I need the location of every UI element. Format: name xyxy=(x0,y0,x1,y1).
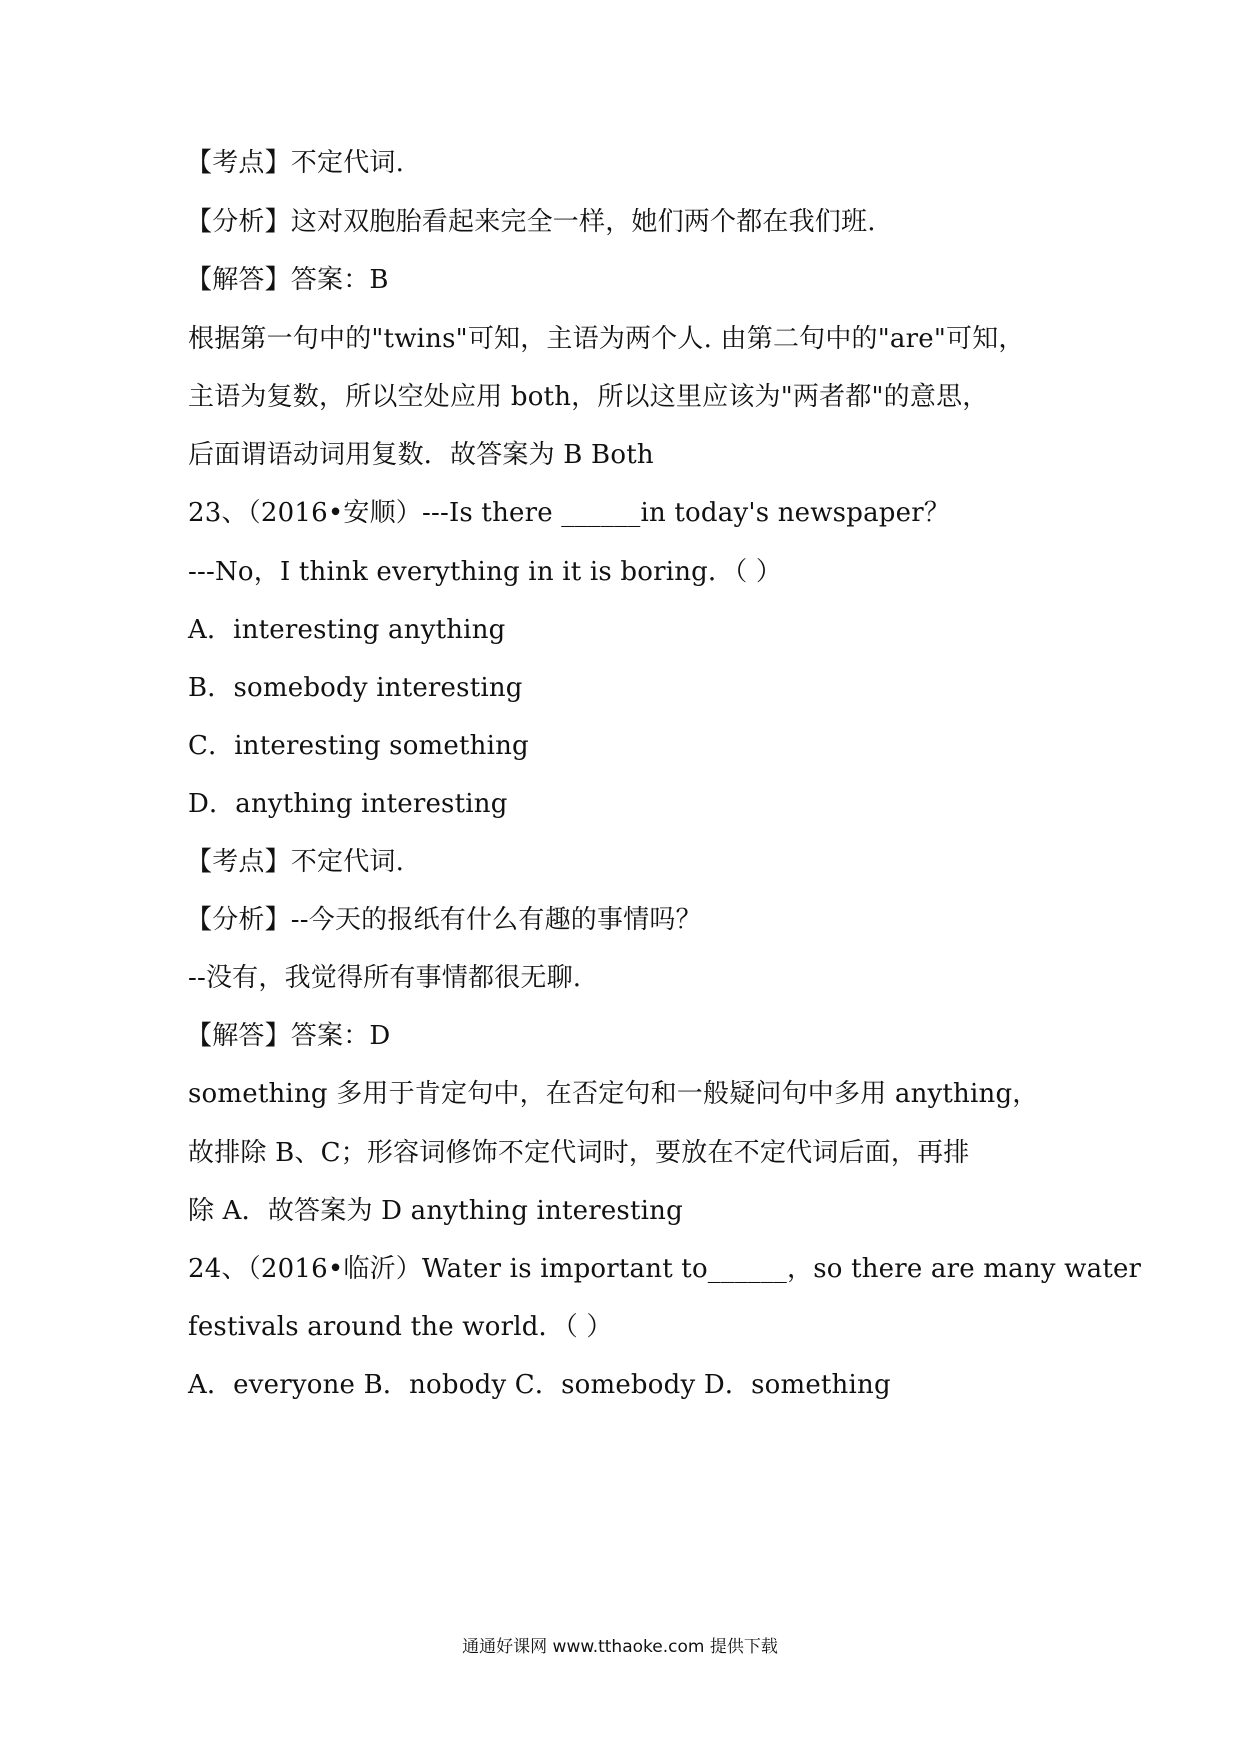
text-line-kaodian-1: 【考点】不定代词. xyxy=(186,148,405,178)
text-line-fenxi-1: 【分析】这对双胞胎看起来完全一样，她们两个都在我们班. xyxy=(186,207,876,237)
text-line-explanation-2c: 除 A．故答案为 D anything interesting xyxy=(188,1196,683,1226)
question-24-stem-continued: festivals around the world．（ ） xyxy=(188,1312,613,1342)
question-23-option-a: A．interesting anything xyxy=(188,615,506,645)
text-line-explanation-2a: something 多用于肯定句中，在否定句和一般疑问句中多用 anything， xyxy=(188,1079,1039,1109)
text-line-jieda-1: 【解答】答案：B xyxy=(186,265,389,295)
question-23-option-b: B．somebody interesting xyxy=(188,673,523,703)
text-line-fenxi-2: 【分析】--今天的报纸有什么有趣的事情吗？ xyxy=(186,905,702,935)
text-line-fenxi-2b: --没有，我觉得所有事情都很无聊. xyxy=(188,963,582,993)
text-line-explanation-1b: 主语为复数，所以空处应用 both，所以这里应该为"两者都"的意思， xyxy=(188,382,989,412)
question-23-reply: ---No，I think everything in it is boring．（ ） xyxy=(188,557,783,587)
question-24-options: A．everyone B．nobody C．somebody D．something xyxy=(188,1370,891,1400)
question-24-stem: 24、（2016•临沂）Water is important to______，so there are many water xyxy=(188,1254,1142,1284)
page-footer: 通通好课网 www.tthaoke.com 提供下载 xyxy=(462,1637,778,1657)
question-23-option-c: C．interesting something xyxy=(188,731,529,761)
text-line-kaodian-2: 【考点】不定代词. xyxy=(186,847,405,877)
question-23-stem: 23、（2016•安顺）---Is there ______in today's newspaper？ xyxy=(188,498,951,528)
text-line-explanation-1c: 后面谓语动词用复数．故答案为 B Both xyxy=(188,440,654,470)
text-line-jieda-2: 【解答】答案：D xyxy=(186,1021,391,1051)
question-23-option-d: D．anything interesting xyxy=(188,789,508,819)
text-line-explanation-1a: 根据第一句中的"twins"可知，主语为两个人. 由第二句中的"are"可知， xyxy=(188,324,1025,354)
text-line-explanation-2b: 故排除 B、C；形容词修饰不定代词时，要放在不定代词后面，再排 xyxy=(188,1138,970,1168)
